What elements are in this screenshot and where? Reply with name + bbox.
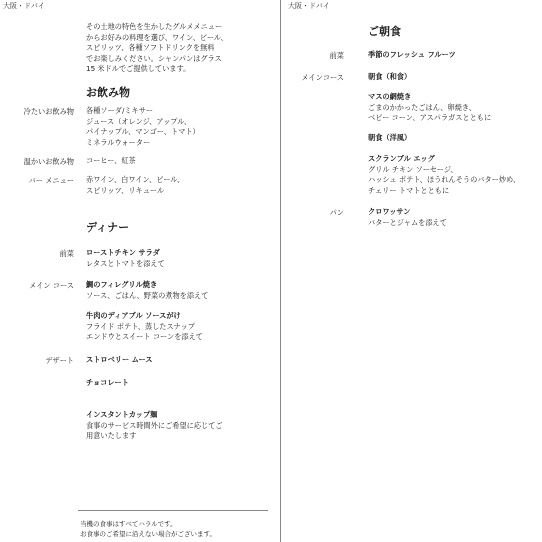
dinner-main-label: メイン コース: [29, 281, 74, 290]
dish-name: スクランブル エッグ: [368, 154, 435, 163]
dessert-1: ストロベリー ムース: [86, 355, 153, 364]
dinner-starter: [86, 248, 165, 269]
drinks-title: お飲み物: [86, 86, 130, 99]
breakfast-main-1: 朝食（和食）: [368, 72, 412, 81]
breakfast-main-4: [368, 154, 520, 196]
breakfast-starter-label: 前菜: [329, 51, 344, 60]
dish-description: 食事のサービス時間外にご希望に応じてご: [86, 420, 223, 430]
bread-item: [368, 207, 447, 228]
dish-name: 牛肉のディアブル ソースがけ: [86, 311, 181, 320]
dish-name: クロワッサン: [368, 207, 411, 216]
breakfast-title: ご朝食: [368, 25, 401, 38]
dinner-starter-label: 前菜: [59, 249, 74, 258]
breakfast-starter: 季節のフレッシュ フルーツ: [368, 50, 456, 59]
dish-name: インスタントカップ麺: [86, 410, 158, 419]
dinner-title: ディナー: [86, 221, 130, 234]
dish-description: ハッシュ ポテト、ほうれんそうのバター炒め、: [368, 175, 521, 185]
dessert-2: チョコレート: [86, 378, 129, 387]
dish-description: フライド ポテト、蒸したスナップ: [86, 321, 195, 331]
dish-description: エンドウとスイート コーンを添えて: [86, 332, 203, 342]
dish-name: 鯛のフィレグリル焼き: [86, 280, 158, 289]
hot-drinks-item: コーヒー、紅茶: [86, 156, 136, 165]
dish-description: ベビー コーン、アスパラガスとともに: [368, 113, 492, 123]
dish-description: レタスとトマトを添えて: [86, 258, 165, 268]
intro-paragraph: その土地の特色を生かしたグルメメニュー からお好みの料理を選び、ワイン、ビール、 スピリッツ、各種ソフトドリンクを無料 でお楽しみください。シャンパンはグラス 15 米ドルでご提供しています。: [86, 22, 228, 74]
route-header-right: 大阪・ドバイ: [288, 2, 330, 10]
route-header-left: 大阪・ドバイ: [3, 2, 45, 10]
dish-description: ごまのかかったごはん、卵焼き、: [368, 102, 476, 112]
dish-name: ローストチキン サラダ: [86, 248, 160, 257]
cold-drinks-list: 各種ソーダ/ミキサー ジュース（オレンジ、アップル、 パイナップル、マンゴー、トマト） ミネラルウォーター: [86, 106, 200, 147]
cold-drinks-label: 冷たいお飲み物: [23, 107, 74, 116]
footer-note: 当機の食事はすべてハラルです。 お食事のご希望に沿えない場合がございます。: [80, 520, 216, 538]
hot-drinks-label: 温かいお飲み物: [23, 157, 74, 166]
page-divider: [280, 0, 281, 542]
dish-description: チェリー トマトとともに: [368, 185, 450, 195]
dish-name: マスの網焼き: [368, 92, 412, 101]
bar-menu-label: バー メニュー: [28, 176, 74, 185]
dinner-main-2: [86, 311, 203, 343]
footer-divider: [78, 510, 268, 511]
dinner-main-1: [86, 280, 208, 301]
dish-description: バターとジャムを添えて: [368, 217, 447, 227]
dessert-label: デザート: [45, 356, 74, 365]
dish-description: グリル チキン ソーセージ、: [368, 164, 458, 174]
breakfast-main-label: メインコース: [301, 73, 344, 82]
breakfast-main-2: [368, 92, 491, 124]
instant-noodle: [86, 410, 223, 442]
breakfast-main-3: 朝食（洋風）: [368, 133, 412, 142]
bread-label: パン: [329, 208, 344, 217]
dish-description: ソース、ごはん、野菜の煮物を添えて: [86, 290, 209, 300]
dish-description: 用意いたします: [86, 431, 137, 441]
bar-menu-list: 赤ワイン、白ワイン、ビール、 スピリッツ、リキュール: [86, 175, 185, 195]
